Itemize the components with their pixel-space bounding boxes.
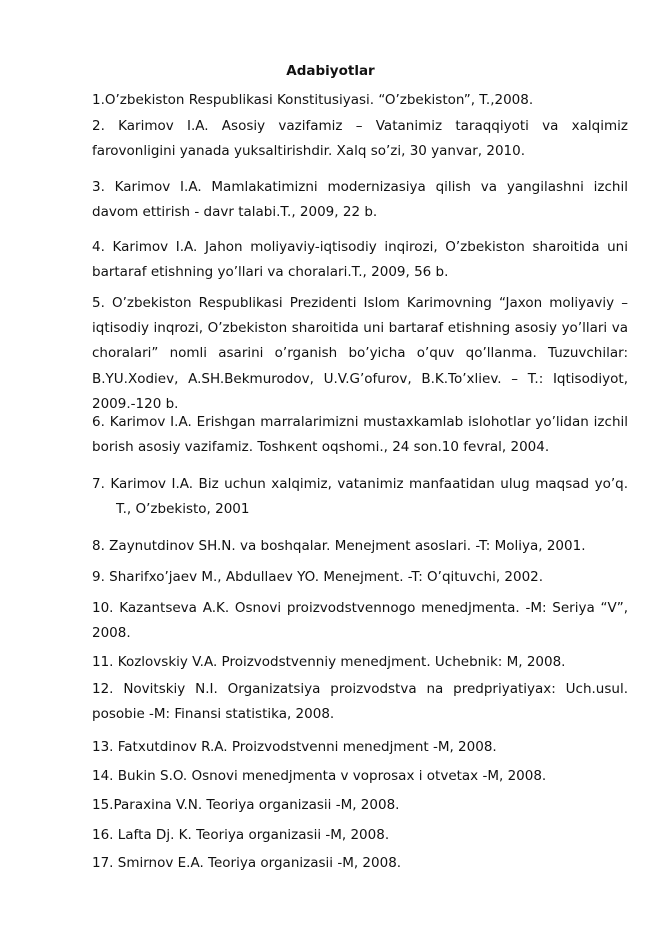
reference-item-16: 16. Lafta Dj. K. Teoriya organizasii -M, 2008. bbox=[92, 827, 390, 843]
page-title: Adabiyotlar bbox=[286, 63, 375, 79]
reference-item-2: 2. Karimov I.A. Asosiy vazifamiz – Vatanimiz taraqqiyoti va xalqimiz farovonligini yanada yuksaltirishdir. Xalq so’zi, 30 yanvar, 2010. bbox=[92, 118, 628, 160]
reference-item-1: 1.O’zbekiston Respublikasi Konstitusiyasi. “O’zbekiston”, T.,2008. bbox=[92, 92, 534, 108]
reference-item-12: 12. Novitskiy N.I. Organizatsiya proizvodstva na predpriyatiyax: Uch.usul. posobie -M: Finansi statistika, 2008. bbox=[92, 681, 628, 723]
reference-item-9: 9. Sharifxo’jaev M., Abdullaev YO. Menejment. -T: O’qituvchi, 2002. bbox=[92, 569, 544, 585]
reference-item-11: 11. Kozlovskiy V.A. Proizvodstvenniy menedjment. Uchebnik: M, 2008. bbox=[92, 654, 566, 670]
reference-item-5: 5. O’zbekiston Respublikasi Prezidenti Islom Karimovning “Jaxon moliyaviy – iqtisodiy inqrozi, O’zbekiston sharoitida uni bartaraf etishning asosiy yo’llari va choralari” nomli asarini o’rganish bo’yicha o’quv qo’llanma. Tuzuvchilar: B.YU.Xodiev, A.SH.Bekmurodov, U.V.G’ofurov, B.K.To’xliev. – T.: Iqtisodiyot, 2009.-120 b. bbox=[92, 295, 628, 412]
reference-item-7: 7. Karimov I.A. Biz uchun xalqimiz, vatanimiz manfaatidan ulug maqsad yo’q. T., O’zbekisto, 2001 bbox=[92, 476, 628, 518]
reference-item-3: 3. Karimov I.A. Mamlakatimizni modernizasiya qilish va yangilashni izchil davom ettirish - davr talabi.T., 2009, 22 b. bbox=[92, 179, 628, 221]
reference-item-10: 10. Kazantseva A.K. Osnovi proizvodstvennogo menedjmenta. -M: Seriya “V”, 2008. bbox=[92, 600, 628, 642]
reference-item-15: 15.Paraxina V.N. Teoriya organizasii -M, 2008. bbox=[92, 797, 400, 813]
reference-item-6: 6. Karimov I.A. Erishgan marralarimizni mustaxkamlab islohotlar yo’lidan izchil borish asosiy vazifamiz. Toshкent oqshomi., 24 son.10 fevral, 2004. bbox=[92, 414, 628, 456]
reference-item-17: 17. Smirnov E.A. Teoriya organizasii -M, 2008. bbox=[92, 855, 402, 871]
reference-item-8: 8. Zaynutdinov SH.N. va boshqalar. Menejment asoslari. -T: Moliya, 2001. bbox=[92, 538, 586, 554]
reference-item-4: 4. Karimov I.A. Jahon moliyaviy-iqtisodiy inqirozi, O’zbekiston sharoitida uni bartaraf etishning yo’llari va choralari.T., 2009, 56 b. bbox=[92, 239, 628, 281]
reference-item-14: 14. Bukin S.O. Osnovi menedjmenta v voprosax i otvetax -M, 2008. bbox=[92, 768, 547, 784]
reference-item-13: 13. Fatxutdinov R.A. Proizvodstvenni menedjment -M, 2008. bbox=[92, 739, 497, 755]
